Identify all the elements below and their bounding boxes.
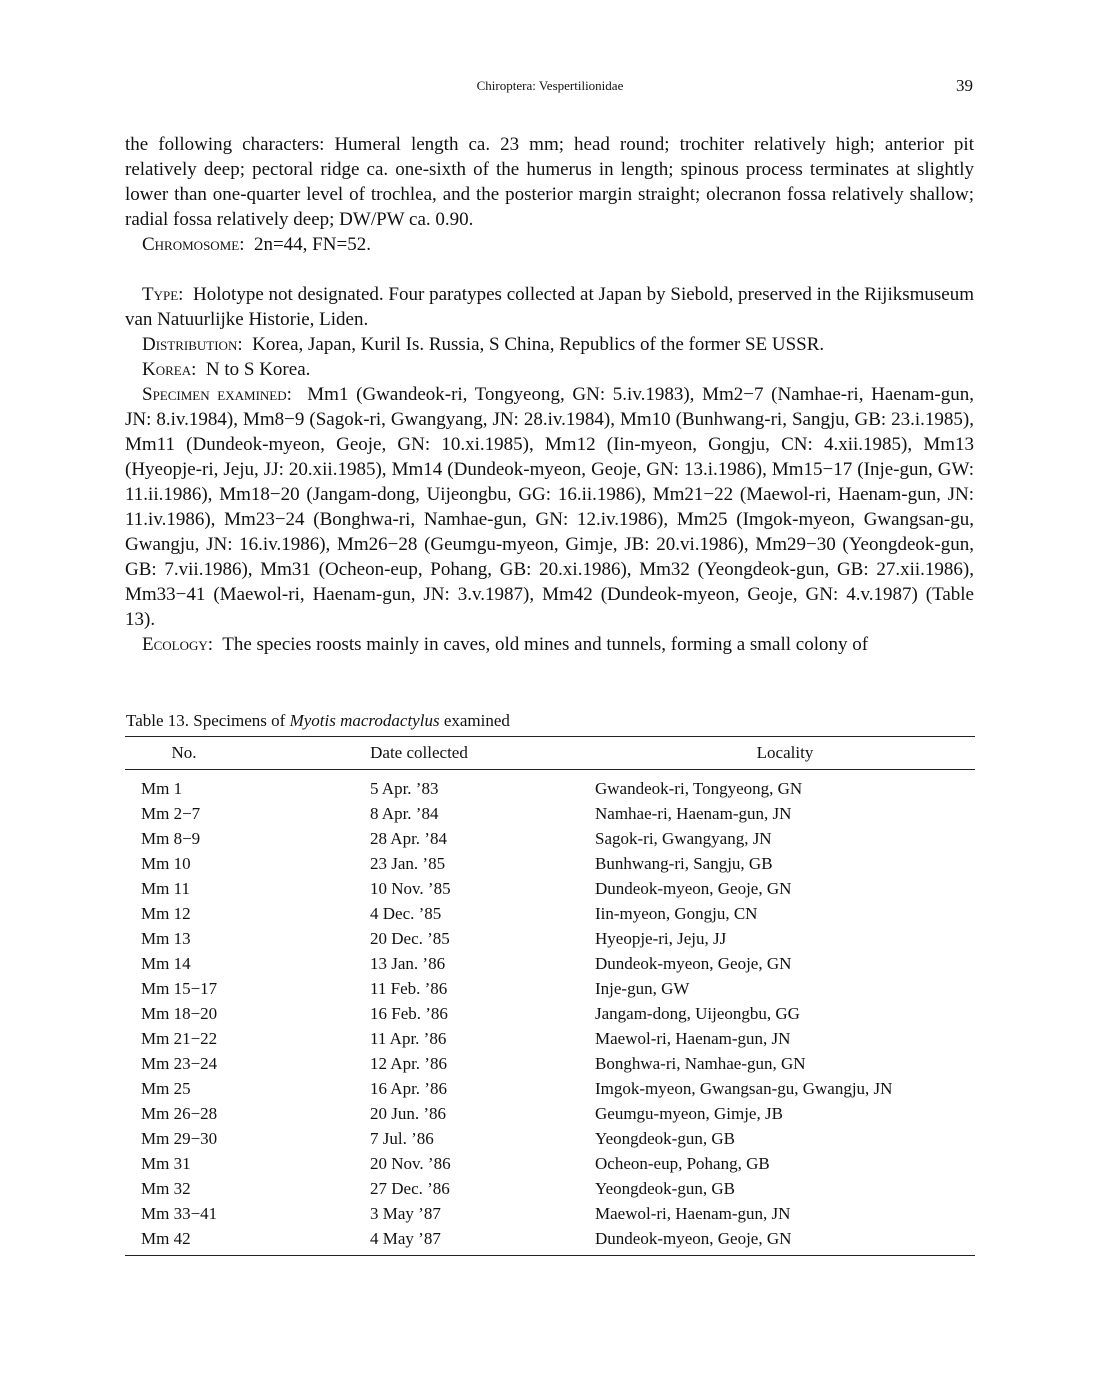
caption-suffix: examined	[439, 711, 510, 730]
cell-specimen-no: Mm 33−41	[141, 1203, 218, 1223]
table-body	[125, 770, 975, 1256]
cell-date-collected: 28 Apr. ’84	[370, 828, 447, 848]
table-row	[125, 1101, 975, 1126]
cell-date-collected: 7 Jul. ’86	[370, 1128, 434, 1148]
cell-specimen-no: Mm 2−7	[141, 803, 201, 823]
cell-specimen-no: Mm 12	[141, 903, 191, 923]
table-row	[125, 1051, 975, 1076]
cell-specimen-no: Mm 25	[141, 1078, 191, 1098]
cell-locality: Namhae-ri, Haenam-gun, JN	[595, 803, 792, 823]
cell-date-collected: 12 Apr. ’86	[370, 1053, 447, 1073]
cell-locality: Dundeok-myeon, Geoje, GN	[595, 953, 792, 973]
cell-specimen-no: Mm 8−9	[141, 828, 201, 848]
running-title: Chiroptera: Vespertilionidae	[476, 78, 624, 93]
cell-locality: Hyeopje-ri, Jeju, JJ	[595, 928, 727, 948]
table-row	[125, 1201, 975, 1226]
cell-date-collected: 11 Apr. ’86	[370, 1028, 447, 1048]
distribution-heading: Distribution	[142, 334, 238, 355]
cell-locality: Bonghwa-ri, Namhae-gun, GN	[595, 1053, 806, 1073]
paragraph-chromosome: Chromosome: 2n=44, FN=52.	[142, 234, 371, 255]
specimen-text: Mm1 (Gwandeok-ri, Tongyeong, GN: 5.iv.1983), Mm2−7 (Namhae-ri, Haenam-gun, JN: 8.iv.1984), Mm8−9 (Sagok-ri, Gwangyang, JN: 28.iv.1984), Mm10 (Bunhwang-ri, Sangju, GB: 23.i.1985), Mm11 (Dundeok-myeon, Geoje, GN: 10.xi.1985), Mm12 (Iin-myeon, Gongju, CN: 4.xii.1985), Mm13 (Hyeopje-ri, Jeju, JJ: 20.xii.1985), Mm14 (Dundeok-myeon, Geoje, GN: 13.i.1986), Mm15−17 (Inje-gun, GW: 11.ii.1986), Mm18−20 (Jangam-dong, Uijeongbu, GG: 16.ii.1986), Mm21−22 (Maewol-ri, Haenam-gun, JN: 11.iv.1986), Mm23−24 (Bonghwa-ri, Namhae-gun, GN: 12.iv.1986), Mm25 (Imgok-myeon, Gwangsan-gu, Gwangju, JN: 16.iv.1986), Mm26−28 (Geumgu-myeon, Gimje, JB: 20.vi.1986), Mm29−30 (Yeongdeok-gun, GB: 7.vii.1986), Mm31 (Ocheon-eup, Pohang, GB: 20.xi.1986), Mm32 (Yeongdeok-gun, GB: 27.xii.1986), Mm33−41 (Maewol-ri, Haenam-gun, JN: 3.v.1987), Mm42 (Dundeok-myeon, Geoje, GN: 4.v.1987) (Table 13).	[125, 384, 975, 630]
cell-locality: Jangam-dong, Uijeongbu, GG	[595, 1003, 800, 1023]
cell-specimen-no: Mm 32	[141, 1178, 191, 1198]
table-row	[125, 1176, 975, 1201]
korea-text: N to S Korea.	[205, 359, 311, 380]
cell-locality: Ocheon-eup, Pohang, GB	[595, 1153, 770, 1173]
cell-specimen-no: Mm 15−17	[141, 978, 218, 998]
distribution-text: Korea, Japan, Kuril Is. Russia, S China, Republics of the former SE USSR.	[252, 334, 825, 355]
table-row	[125, 1076, 975, 1101]
cell-date-collected: 16 Feb. ’86	[370, 1003, 448, 1023]
cell-date-collected: 20 Dec. ’85	[370, 928, 450, 948]
paragraph-korea: Korea: N to S Korea.	[142, 359, 311, 380]
cell-specimen-no: Mm 21−22	[141, 1028, 218, 1048]
column-header-locality: Locality	[756, 743, 814, 762]
cell-date-collected: 3 May ’87	[370, 1203, 441, 1223]
type-text: Holotype not designated. Four paratypes collected at Japan by Siebold, preserved in the Rijiksmuseum van Natuurlijke Historie, Liden.	[125, 284, 974, 330]
cell-specimen-no: Mm 18−20	[141, 1003, 218, 1023]
ecology-text: The species roosts mainly in caves, old mines and tunnels, forming a small colony of	[222, 634, 869, 655]
table-row	[125, 770, 975, 802]
table-row	[125, 1026, 975, 1051]
table-header-row	[125, 737, 975, 770]
caption-species: Myotis macrodactylus	[289, 711, 440, 730]
paragraph-distribution: Distribution: Korea, Japan, Kuril Is. Russia, S China, Republics of the former SE USSR.	[142, 334, 825, 355]
paragraph-ecology: Ecology: The species roosts mainly in caves, old mines and tunnels, forming a small colony of	[142, 634, 869, 655]
table-row	[125, 926, 975, 951]
cell-date-collected: 4 May ’87	[370, 1228, 441, 1248]
cell-date-collected: 5 Apr. ’83	[370, 778, 439, 798]
cell-date-collected: 4 Dec. ’85	[370, 903, 442, 923]
page-number: 39	[956, 76, 973, 95]
cell-specimen-no: Mm 23−24	[141, 1053, 218, 1073]
cell-date-collected: 20 Jun. ’86	[370, 1103, 447, 1123]
table-row	[125, 976, 975, 1001]
table-row	[125, 1226, 975, 1256]
cell-specimen-no: Mm 29−30	[141, 1128, 218, 1148]
cell-date-collected: 13 Jan. ’86	[370, 953, 446, 973]
table-row	[125, 901, 975, 926]
cell-locality: Yeongdeok-gun, GB	[595, 1128, 735, 1148]
table-row	[125, 951, 975, 976]
cell-specimen-no: Mm 10	[141, 853, 191, 873]
cell-specimen-no: Mm 31	[141, 1153, 191, 1173]
table-row	[125, 801, 975, 826]
cell-specimen-no: Mm 14	[141, 953, 191, 973]
body-text	[125, 132, 974, 657]
cell-locality: Maewol-ri, Haenam-gun, JN	[595, 1028, 791, 1048]
chromosome-heading: Chromosome	[142, 234, 240, 255]
paragraph-characters: the following characters: Humeral length ca. 23 mm; head round; trochiter relatively high; anterior pit relatively deep; pectoral ridge ca. one-sixth of the humerus in length; spinous process terminates at slightly lower than one-quarter level of trochlea, and the posterior margin straight; olecranon fossa relatively shallow; radial fossa relatively deep; DW/PW ca. 0.90.	[125, 134, 974, 230]
table-row	[125, 851, 975, 876]
table-caption	[126, 710, 975, 732]
table-row	[125, 1126, 975, 1151]
korea-heading: Korea	[142, 359, 192, 380]
paragraph-type: Type: Holotype not designated. Four paratypes collected at Japan by Siebold, preserved in the Rijiksmuseum van Natuurlijke Historie, Liden.	[125, 284, 974, 330]
cell-date-collected: 10 Nov. ’85	[370, 878, 451, 898]
chromosome-text: 2n=44, FN=52.	[253, 234, 371, 255]
cell-specimen-no: Mm 26−28	[141, 1103, 218, 1123]
cell-specimen-no: Mm 42	[141, 1228, 191, 1248]
cell-locality: Sagok-ri, Gwangyang, JN	[595, 828, 772, 848]
cell-date-collected: 16 Apr. ’86	[370, 1078, 447, 1098]
cell-date-collected: 8 Apr. ’84	[370, 803, 439, 823]
cell-date-collected: 23 Jan. ’85	[370, 853, 446, 873]
cell-locality: Bunhwang-ri, Sangju, GB	[595, 853, 773, 873]
cell-specimen-no: Mm 1	[141, 778, 183, 798]
paragraph-specimen: Specimen examined: Mm1 (Gwandeok-ri, Tongyeong, GN: 5.iv.1983), Mm2−7 (Namhae-ri, Haenam-gun, JN: 8.iv.1984), Mm8−9 (Sagok-ri, Gwangyang, JN: 28.iv.1984), Mm10 (Bunhwang-ri, Sangju, GB: 23.i.1985), Mm11 (Dundeok-myeon, Geoje, GN: 10.xi.1985), Mm12 (Iin-myeon, Gongju, CN: 4.xii.1985), Mm13 (Hyeopje-ri, Jeju, JJ: 20.xii.1985), Mm14 (Dundeok-myeon, Geoje, GN: 13.i.1986), Mm15−17 (Inje-gun, GW: 11.ii.1986), Mm18−20 (Jangam-dong, Uijeongbu, GG: 16.ii.1986), Mm21−22 (Maewol-ri, Haenam-gun, JN: 11.iv.1986), Mm23−24 (Bonghwa-ri, Namhae-gun, GN: 12.iv.1986), Mm25 (Imgok-myeon, Gwangsan-gu, Gwangju, JN: 16.iv.1986), Mm26−28 (Geumgu-myeon, Gimje, JB: 20.vi.1986), Mm29−30 (Yeongdeok-gun, GB: 7.vii.1986), Mm31 (Ocheon-eup, Pohang, GB: 20.xi.1986), Mm32 (Yeongdeok-gun, GB: 27.xii.1986), Mm33−41 (Maewol-ri, Haenam-gun, JN: 3.v.1987), Mm42 (Dundeok-myeon, Geoje, GN: 4.v.1987) (Table 13).	[125, 384, 975, 630]
specimen-table-block	[125, 710, 975, 1256]
running-head	[0, 76, 1100, 96]
cell-locality: Iin-myeon, Gongju, CN	[595, 903, 758, 923]
table-row	[125, 1151, 975, 1176]
cell-date-collected: 20 Nov. ’86	[370, 1153, 451, 1173]
specimen-table	[125, 736, 975, 1256]
cell-locality: Yeongdeok-gun, GB	[595, 1178, 735, 1198]
cell-date-collected: 27 Dec. ’86	[370, 1178, 450, 1198]
type-heading: Type	[142, 284, 179, 305]
cell-locality: Gwandeok-ri, Tongyeong, GN	[595, 778, 803, 798]
cell-locality: Dundeok-myeon, Geoje, GN	[595, 1228, 792, 1248]
cell-locality: Dundeok-myeon, Geoje, GN	[595, 878, 792, 898]
column-header-date: Date collected	[370, 743, 468, 762]
table-row	[125, 826, 975, 851]
cell-locality: Maewol-ri, Haenam-gun, JN	[595, 1203, 791, 1223]
cell-specimen-no: Mm 13	[141, 928, 191, 948]
table-row	[125, 876, 975, 901]
ecology-heading: Ecology	[142, 634, 208, 655]
column-header-no: No.	[171, 743, 197, 762]
table-row	[125, 1001, 975, 1026]
specimen-heading: Specimen examined	[142, 384, 287, 405]
cell-date-collected: 11 Feb. ’86	[370, 978, 448, 998]
cell-locality: Imgok-myeon, Gwangsan-gu, Gwangju, JN	[595, 1078, 893, 1098]
caption-prefix: Table 13. Specimens of	[126, 711, 290, 730]
cell-locality: Inje-gun, GW	[595, 978, 690, 998]
section-gap	[125, 257, 974, 282]
cell-locality: Geumgu-myeon, Gimje, JB	[595, 1103, 783, 1123]
cell-specimen-no: Mm 11	[141, 878, 190, 898]
